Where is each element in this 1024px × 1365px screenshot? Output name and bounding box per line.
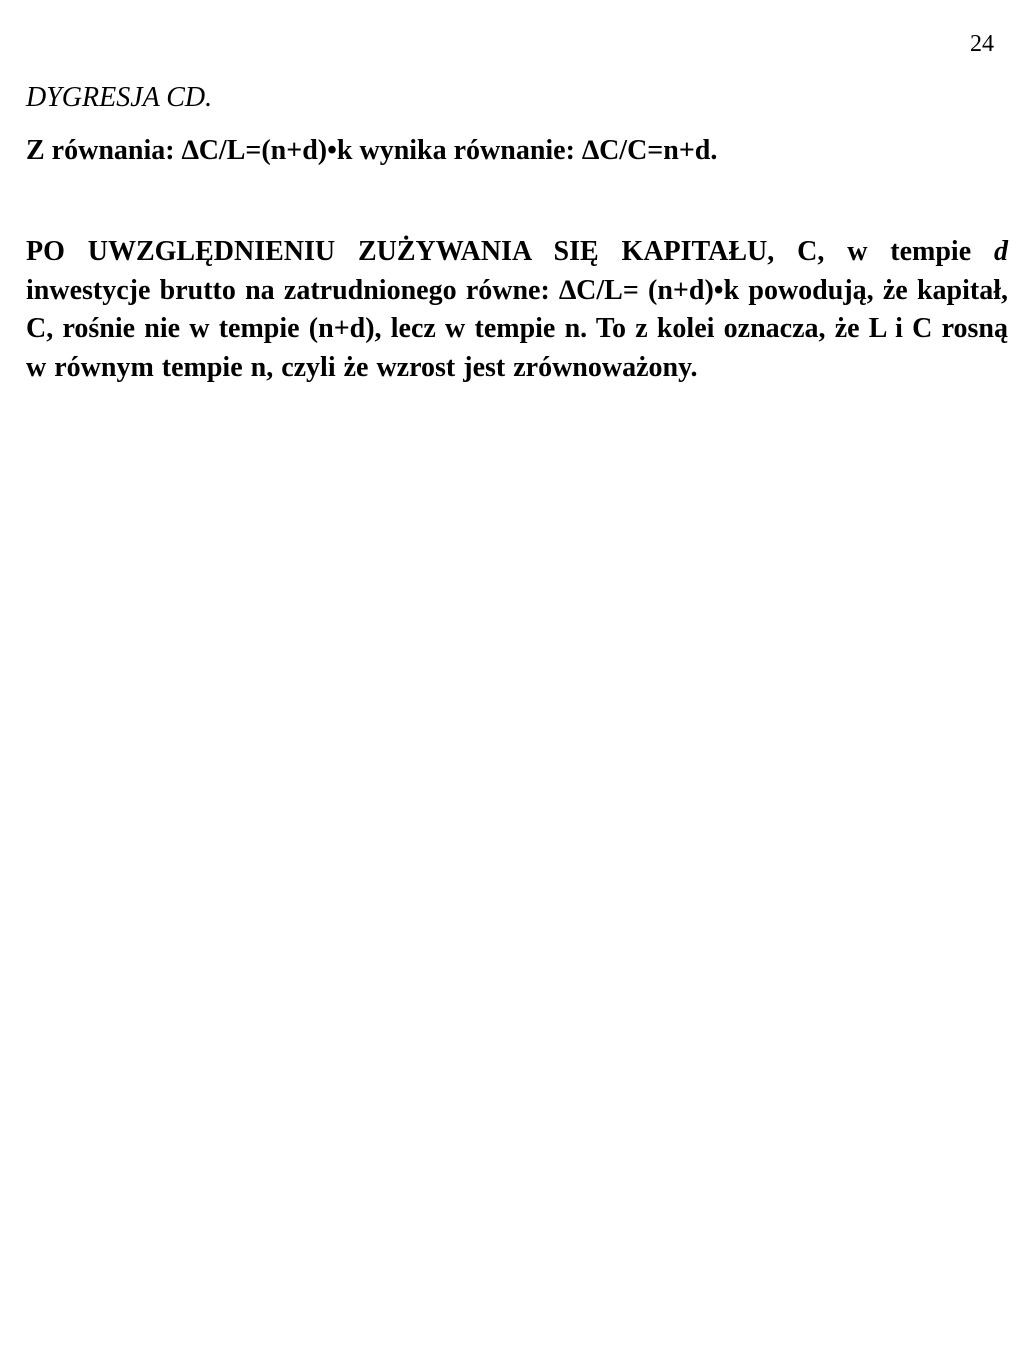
paragraph-part-2: inwestycje brutto na zatrudnionego równe: ∆C/L= (n+d)•k powodują, że kapitał, C, rośnie nie w tempie (n+d), lecz w tempie n. To z kolei oznacza, że L i C rosną w równym tempie n, czyli że wzrost jest zrównoważony. [26,274,1008,383]
paragraph-italic-d: d [994,236,1008,267]
section-heading: DYGRESJA CD. [26,82,213,113]
paragraph-part-1: PO UWZGLĘDNIENIU ZUŻYWANIA SIĘ KAPITAŁU, C, w tempie [26,236,994,267]
page-number: 24 [970,31,994,57]
equation-capital-growth: ∆C/C=n+d. [581,135,718,166]
equation-middle-text: wynika równanie: [352,135,582,166]
equation-statement [26,134,717,168]
equation-capital-per-worker: ∆C/L=(n+d)•k [181,135,353,166]
equation-prefix: Z równania: [26,135,182,166]
main-paragraph [26,233,1008,387]
